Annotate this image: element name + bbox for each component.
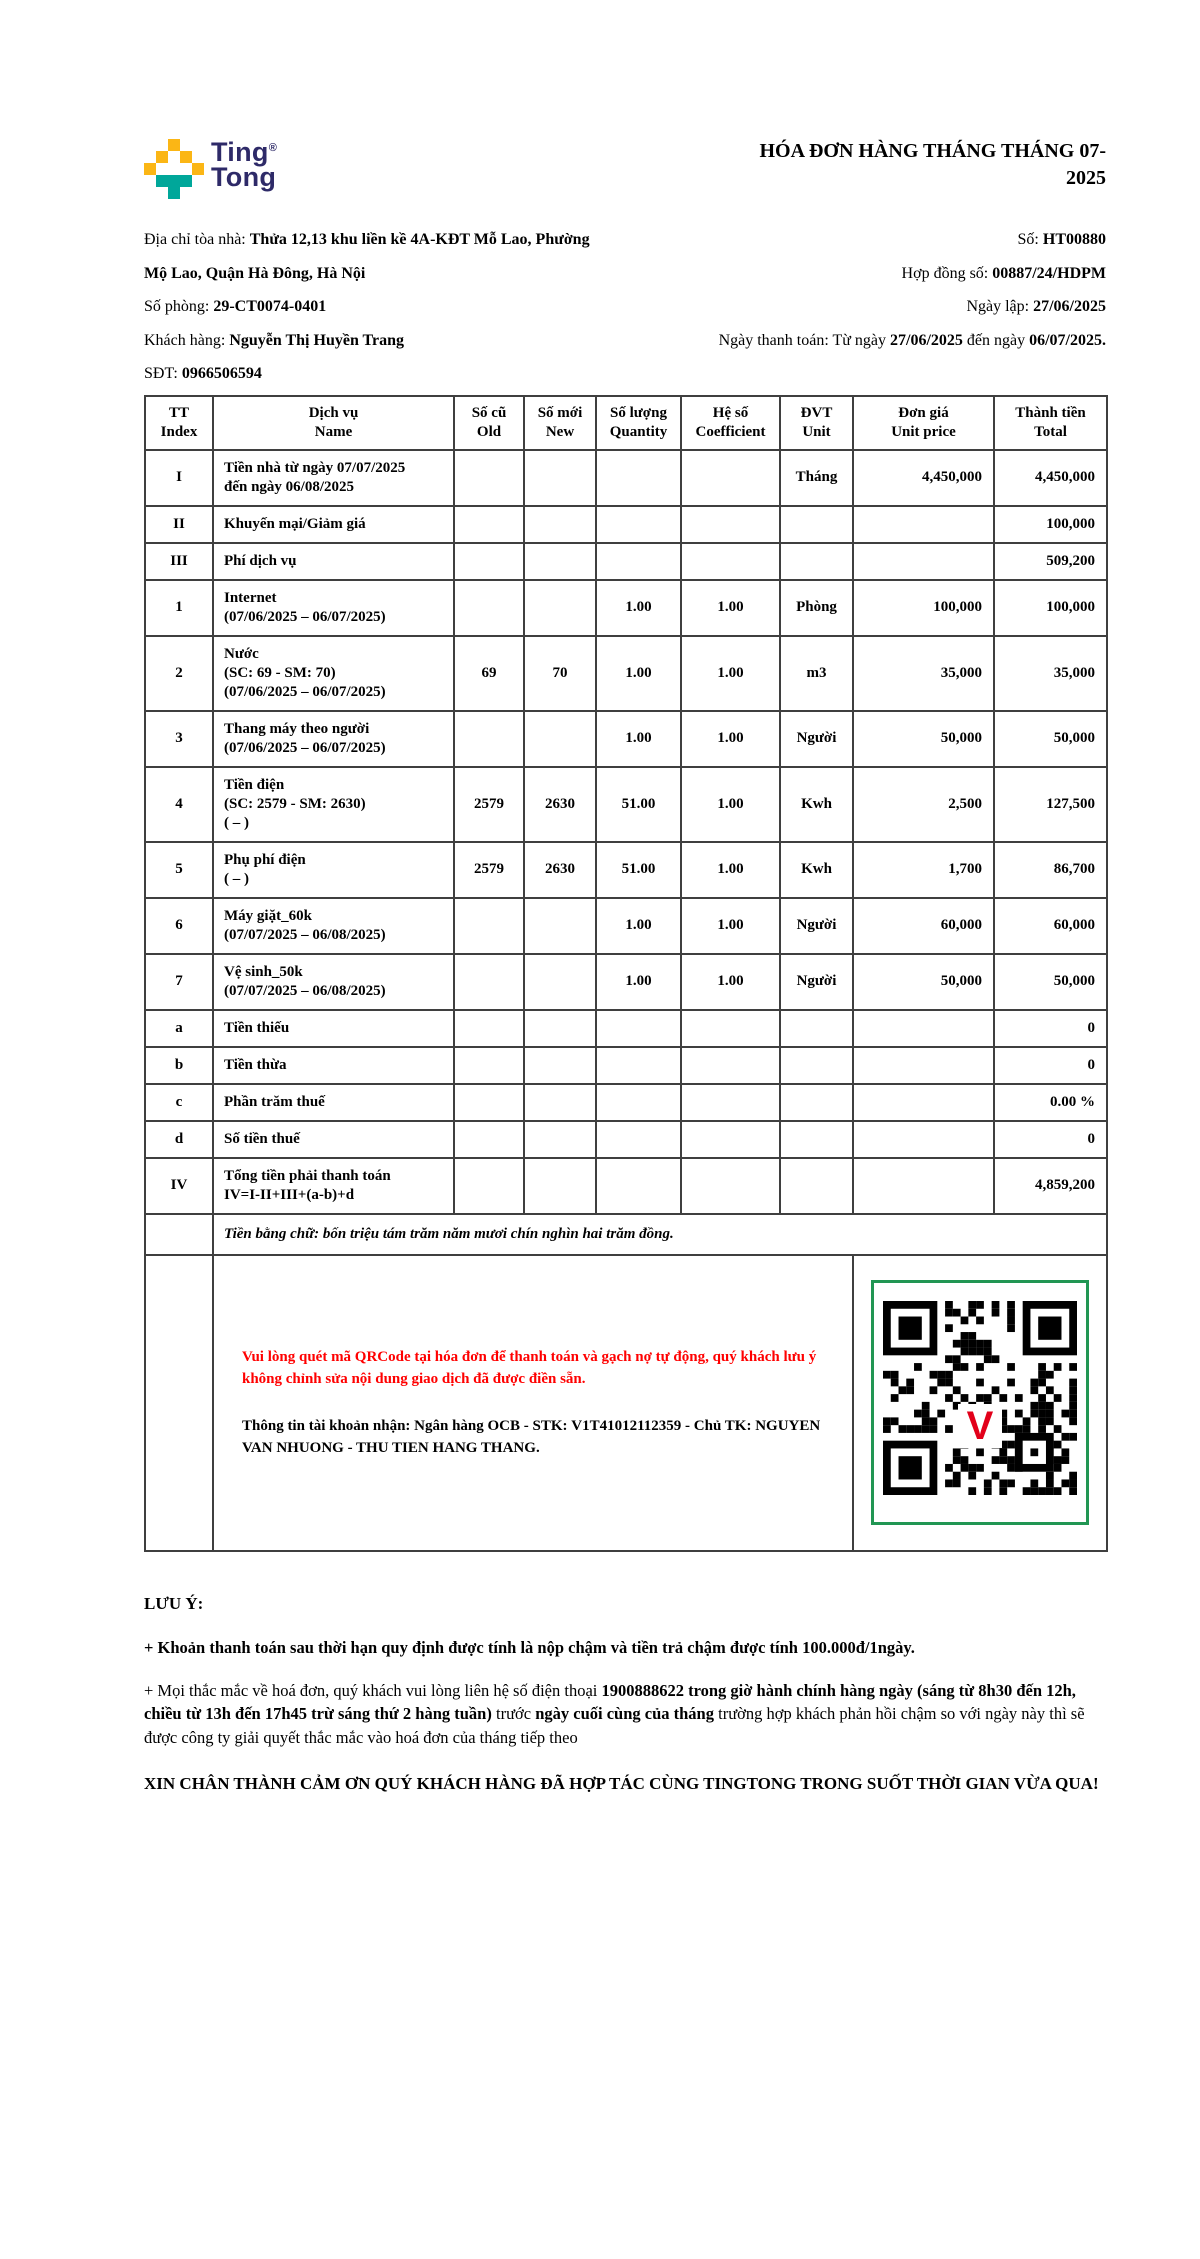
quantity-cell: [596, 543, 681, 580]
unit-cell: [780, 1158, 853, 1214]
payment-period-label: Ngày thanh toán: Từ ngày: [718, 331, 891, 349]
unit-price-cell: 4,450,000: [853, 450, 994, 506]
quantity-cell: [596, 450, 681, 506]
service-name-line: Nước: [224, 645, 259, 662]
service-name-cell: [213, 954, 454, 1010]
unit-price-cell: 1,700: [853, 842, 994, 898]
registered-mark: ®: [268, 142, 278, 154]
unit-cell: Tháng: [780, 450, 853, 506]
coefficient-cell: [681, 450, 780, 506]
service-name-cell: [213, 506, 454, 543]
invoice-meta: [144, 223, 1106, 391]
quantity-cell: 1.00: [596, 711, 681, 767]
customer-name: Nguyễn Thị Huyền Trang: [229, 331, 405, 349]
col-header-new: Số mới New: [524, 396, 596, 450]
meta-right-column: [719, 223, 1106, 391]
row-index-cell: c: [145, 1084, 213, 1121]
bank-info-prefix: Thông tin tài khoản nhận: Ngân hàng OCB - STK:: [242, 1417, 572, 1434]
contract-number-label: Hợp đồng số:: [901, 264, 993, 282]
table-row: [145, 898, 1107, 954]
quantity-cell: [596, 1010, 681, 1047]
support-note-part3: trước: [491, 1704, 536, 1723]
total-cell: 35,000: [994, 636, 1107, 711]
table-row: [145, 636, 1107, 711]
service-name-line: Tiền thừa: [224, 1056, 287, 1073]
unit-cell: Người: [780, 711, 853, 767]
col-header-total: Thành tiền Total: [994, 396, 1107, 450]
service-name-line: ( – ): [224, 814, 249, 831]
service-name-line: Internet: [224, 589, 277, 606]
invoice-title: [636, 136, 1106, 192]
coefficient-cell: 1.00: [681, 711, 780, 767]
payment-to-date: 06/07/2025.: [1029, 331, 1106, 349]
coefficient-cell: 1.00: [681, 636, 780, 711]
coefficient-cell: [681, 1121, 780, 1158]
table-row: [145, 842, 1107, 898]
qr-payment-notice: Vui lòng quét mã QRCode tại hóa đơn để thanh toán và gạch nợ tự động, quý khách lưu ý không chỉnh sửa nội dung giao dịch đã được điền sẵn.: [242, 1348, 817, 1387]
table-row: [145, 506, 1107, 543]
thank-you-message: XIN CHÂN THÀNH CẢM ƠN QUÝ KHÁCH HÀNG ĐÃ HỢP TÁC CÙNG TINGTONG TRONG SUỐT THỜI GIAN VỪA QUA!: [144, 1774, 1099, 1793]
unit-price-cell: [853, 1010, 994, 1047]
old-reading-cell: [454, 1047, 524, 1084]
row-index-cell: 7: [145, 954, 213, 1010]
room-number-line: [144, 290, 590, 324]
payment-instructions-cell: [213, 1255, 853, 1551]
old-reading-cell: [454, 1121, 524, 1158]
quantity-cell: 1.00: [596, 636, 681, 711]
service-name-line: Máy giặt_60k: [224, 907, 312, 924]
unit-cell: Kwh: [780, 767, 853, 842]
total-cell: 127,500: [994, 767, 1107, 842]
total-cell: 509,200: [994, 543, 1107, 580]
service-name-cell: [213, 543, 454, 580]
unit-cell: [780, 543, 853, 580]
invoice-table: [144, 395, 1108, 1552]
table-row: [145, 543, 1107, 580]
service-name-line: Vệ sinh_50k: [224, 963, 303, 980]
row-index-cell: IV: [145, 1158, 213, 1214]
issue-date-value: 27/06/2025: [1033, 298, 1106, 315]
qr-code: [871, 1280, 1089, 1525]
table-header: [145, 396, 1107, 450]
new-reading-cell: 2630: [524, 767, 596, 842]
bank-info-mid: - Chủ TK:: [681, 1417, 756, 1434]
unit-cell: Người: [780, 898, 853, 954]
coefficient-cell: 1.00: [681, 954, 780, 1010]
customer-label: Khách hàng:: [144, 331, 230, 349]
bank-info-suffix: .: [535, 1440, 540, 1456]
service-name-cell: [213, 711, 454, 767]
issue-date-line: [719, 290, 1106, 324]
coefficient-cell: [681, 1010, 780, 1047]
service-name-line: Khuyến mại/Giảm giá: [224, 515, 366, 532]
total-cell: 0: [994, 1047, 1107, 1084]
table-row: [145, 1010, 1107, 1047]
service-name-cell: [213, 1047, 454, 1084]
payment-from-date: 27/06/2025: [890, 331, 963, 349]
unit-price-cell: 100,000: [853, 580, 994, 636]
total-cell: 100,000: [994, 506, 1107, 543]
support-note-part5: trường hợp khách phản hồi chậm so với ngày này thì sẽ được công ty giải quyết thắc mắc vào hoá đơn của tháng tiếp theo: [144, 1704, 1085, 1747]
amount-in-words-cell: [213, 1214, 1107, 1255]
new-reading-cell: [524, 1010, 596, 1047]
unit-price-cell: [853, 1084, 994, 1121]
service-name-cell: [213, 450, 454, 506]
coefficient-cell: [681, 506, 780, 543]
header: [144, 0, 1106, 199]
old-reading-cell: [454, 1158, 524, 1214]
row-index-cell: 2: [145, 636, 213, 711]
service-name-line: (07/06/2025 – 06/07/2025): [224, 683, 386, 700]
service-name-line: (07/07/2025 – 06/08/2025): [224, 982, 386, 999]
unit-cell: [780, 1047, 853, 1084]
service-name-line: (SC: 2579 - SM: 2630): [224, 795, 366, 812]
table-row: [145, 1158, 1107, 1214]
unit-price-cell: 2,500: [853, 767, 994, 842]
coefficient-cell: [681, 1084, 780, 1121]
service-name-line: (SC: 69 - SM: 70): [224, 664, 336, 681]
tingtong-wordmark: [211, 137, 278, 192]
service-name-cell: [213, 1084, 454, 1121]
old-reading-cell: [454, 1010, 524, 1047]
new-reading-cell: [524, 543, 596, 580]
old-reading-cell: [454, 450, 524, 506]
col-header-quantity: Số lượng Quantity: [596, 396, 681, 450]
qr-payment-row: [145, 1255, 1107, 1551]
invoice-number-label: Số:: [1017, 231, 1043, 248]
table-row: [145, 1047, 1107, 1084]
table-footer-rows: [145, 1214, 1107, 1551]
table-row: [145, 1121, 1107, 1158]
building-address-value2: Mộ Lao, Quận Hà Đông, Hà Nội: [144, 264, 366, 282]
unit-price-cell: [853, 543, 994, 580]
unit-cell: Kwh: [780, 842, 853, 898]
new-reading-cell: [524, 1047, 596, 1084]
old-reading-cell: 2579: [454, 842, 524, 898]
room-number-label: Số phòng:: [144, 298, 214, 315]
coefficient-cell: [681, 543, 780, 580]
invoice-number-value: HT00880: [1042, 231, 1106, 248]
contract-number-value: 00887/24/HDPM: [992, 264, 1106, 282]
service-name-line: (07/07/2025 – 06/08/2025): [224, 926, 386, 943]
row-index-cell: 4: [145, 767, 213, 842]
new-reading-cell: [524, 1084, 596, 1121]
service-name-line: (07/06/2025 – 06/07/2025): [224, 739, 386, 756]
table-row: [145, 711, 1107, 767]
new-reading-cell: [524, 506, 596, 543]
old-reading-cell: 2579: [454, 767, 524, 842]
building-address-value: Thửa 12,13 khu liền kề 4A-KĐT Mỗ Lao, Phường: [249, 231, 590, 248]
amount-in-words-label: Tiền bằng chữ:: [224, 1225, 323, 1242]
old-reading-cell: [454, 580, 524, 636]
unit-price-cell: 50,000: [853, 954, 994, 1010]
new-reading-cell: [524, 711, 596, 767]
old-reading-cell: [454, 506, 524, 543]
qr-row-index-cell: [145, 1255, 213, 1551]
total-cell: 4,450,000: [994, 450, 1107, 506]
amount-in-words-row: [145, 1214, 1107, 1255]
building-address-label: Địa chỉ tòa nhà:: [144, 231, 250, 248]
phone-label: SĐT:: [144, 365, 182, 382]
service-name-line: Phí dịch vụ: [224, 552, 297, 569]
row-index-cell: III: [145, 543, 213, 580]
quantity-cell: [596, 1121, 681, 1158]
amount-in-words-value: bốn triệu tám trăm năm mươi chín nghìn hai trăm đồng.: [322, 1225, 674, 1242]
vietqr-logo: V: [958, 1404, 1002, 1448]
unit-price-cell: 50,000: [853, 711, 994, 767]
coefficient-cell: [681, 1047, 780, 1084]
row-index-cell: 6: [145, 898, 213, 954]
invoice-title-line1: HÓA ĐƠN HÀNG THÁNG THÁNG 07-: [759, 140, 1106, 162]
table-row: [145, 954, 1107, 1010]
old-reading-cell: [454, 543, 524, 580]
phone-line: [144, 357, 590, 391]
unit-price-cell: [853, 1047, 994, 1084]
payment-period-line: [719, 324, 1106, 358]
new-reading-cell: 2630: [524, 842, 596, 898]
new-reading-cell: [524, 954, 596, 1010]
phone-number: 0966506594: [181, 365, 262, 382]
service-name-line: Tiền điện: [224, 776, 285, 793]
service-name-cell: [213, 842, 454, 898]
col-header-coefficient: Hệ số Coefficient: [681, 396, 780, 450]
coefficient-cell: 1.00: [681, 767, 780, 842]
coefficient-cell: 1.00: [681, 842, 780, 898]
quantity-cell: [596, 1047, 681, 1084]
unit-cell: m3: [780, 636, 853, 711]
notes-heading: LƯU Ý:: [144, 1593, 204, 1613]
meta-left-column: [144, 223, 590, 391]
total-cell: 100,000: [994, 580, 1107, 636]
total-cell: 4,859,200: [994, 1158, 1107, 1214]
service-name-line: Tiền thiếu: [224, 1019, 290, 1036]
col-header-index: TT Index: [145, 396, 213, 450]
service-name-cell: [213, 1158, 454, 1214]
service-name-line: Tổng tiền phải thanh toán: [224, 1167, 391, 1184]
table-row: [145, 580, 1107, 636]
qr-code-cell: [853, 1255, 1107, 1551]
service-name-line: Thang máy theo người: [224, 720, 370, 737]
new-reading-cell: [524, 580, 596, 636]
bank-account-number: V1T41012112359: [571, 1417, 682, 1434]
support-contact-note: [144, 1679, 1106, 1750]
deadline-emphasis: ngày cuối cùng của tháng: [535, 1704, 714, 1723]
total-cell: 86,700: [994, 842, 1107, 898]
brand-word-tong: Tong: [211, 162, 277, 192]
customer-line: [144, 324, 590, 358]
invoice-title-line2: 2025: [1066, 167, 1106, 189]
payment-period-mid: đến ngày: [962, 331, 1030, 349]
service-name-line: Phần trăm thuế: [224, 1093, 325, 1110]
coefficient-cell: 1.00: [681, 580, 780, 636]
contract-number-line: [719, 257, 1106, 291]
tingtong-logo: [144, 136, 277, 199]
row-index-cell: I: [145, 450, 213, 506]
old-reading-cell: [454, 711, 524, 767]
total-cell: 0: [994, 1010, 1107, 1047]
new-reading-cell: 70: [524, 636, 596, 711]
quantity-cell: 1.00: [596, 898, 681, 954]
table-row: [145, 767, 1107, 842]
bank-account-info: [242, 1415, 824, 1460]
old-reading-cell: [454, 898, 524, 954]
support-note-part1: + Mọi thắc mắc về hoá đơn, quý khách vui lòng liên hệ số điện thoại: [144, 1680, 602, 1700]
service-name-line: ( – ): [224, 870, 249, 887]
col-header-unit-price: Đơn giá Unit price: [853, 396, 994, 450]
unit-cell: [780, 506, 853, 543]
unit-cell: [780, 1084, 853, 1121]
unit-cell: Phòng: [780, 580, 853, 636]
quantity-cell: 1.00: [596, 580, 681, 636]
hotline-number: 1900888622 trong giờ hành chính hàng ngày (sáng từ 8h30 đến 12h, chiều từ 13h đến 17h45 trừ sáng thứ 2 hàng tuần): [144, 1680, 1076, 1723]
brand-word-ting: Ting: [211, 137, 269, 167]
unit-price-cell: 35,000: [853, 636, 994, 711]
service-name-line: Số tiền thuế: [224, 1130, 300, 1147]
old-reading-cell: 69: [454, 636, 524, 711]
unit-cell: Người: [780, 954, 853, 1010]
building-address-line1: [144, 223, 590, 257]
col-header-name: Dịch vụ Name: [213, 396, 454, 450]
service-name-cell: [213, 898, 454, 954]
old-reading-cell: [454, 954, 524, 1010]
room-number-value: 29-CT0074-0401: [213, 298, 327, 315]
quantity-cell: [596, 506, 681, 543]
service-name-cell: [213, 767, 454, 842]
new-reading-cell: [524, 1158, 596, 1214]
service-rows: [145, 450, 1107, 1214]
total-cell: 60,000: [994, 898, 1107, 954]
unit-price-cell: [853, 506, 994, 543]
service-name-cell: [213, 636, 454, 711]
table-row: [145, 1084, 1107, 1121]
quantity-cell: [596, 1084, 681, 1121]
row-index-cell: II: [145, 506, 213, 543]
service-name-line: đến ngày 06/08/2025: [224, 478, 355, 495]
total-cell: 50,000: [994, 711, 1107, 767]
tingtong-logo-icon: [144, 139, 204, 199]
quantity-cell: 51.00: [596, 767, 681, 842]
unit-price-cell: [853, 1121, 994, 1158]
qr-code-pattern: [883, 1301, 1077, 1495]
coefficient-cell: [681, 1158, 780, 1214]
building-address-line2: [144, 257, 590, 291]
issue-date-label: Ngày lập:: [966, 298, 1034, 315]
row-index-cell: 1: [145, 580, 213, 636]
total-cell: 0: [994, 1121, 1107, 1158]
total-cell: 0.00 %: [994, 1084, 1107, 1121]
invoice-number-line: [719, 223, 1106, 257]
unit-price-cell: [853, 1158, 994, 1214]
quantity-cell: [596, 1158, 681, 1214]
unit-cell: [780, 1121, 853, 1158]
amount-in-words-index-cell: [145, 1214, 213, 1255]
footer-notes: [144, 1594, 1106, 1797]
service-name-cell: [213, 1121, 454, 1158]
new-reading-cell: [524, 898, 596, 954]
bank-account-holder: NGUYEN VAN NHUONG - THU TIEN HANG THANG: [242, 1417, 821, 1456]
service-name-cell: [213, 1010, 454, 1047]
row-index-cell: d: [145, 1121, 213, 1158]
unit-price-cell: 60,000: [853, 898, 994, 954]
row-index-cell: 3: [145, 711, 213, 767]
col-header-old: Số cũ Old: [454, 396, 524, 450]
service-name-line: (07/06/2025 – 06/07/2025): [224, 608, 386, 625]
invoice-page: [144, 0, 1106, 1796]
quantity-cell: 1.00: [596, 954, 681, 1010]
col-header-unit: ĐVT Unit: [780, 396, 853, 450]
total-cell: 50,000: [994, 954, 1107, 1010]
service-name-cell: [213, 580, 454, 636]
row-index-cell: 5: [145, 842, 213, 898]
old-reading-cell: [454, 1084, 524, 1121]
row-index-cell: a: [145, 1010, 213, 1047]
late-payment-note: + Khoản thanh toán sau thời hạn quy định được tính là nộp chậm và tiền trả chậm được tính 100.000đ/1ngày.: [144, 1637, 915, 1657]
new-reading-cell: [524, 1121, 596, 1158]
new-reading-cell: [524, 450, 596, 506]
table-row: [145, 450, 1107, 506]
service-name-line: Tiền nhà từ ngày 07/07/2025: [224, 459, 406, 476]
unit-cell: [780, 1010, 853, 1047]
row-index-cell: b: [145, 1047, 213, 1084]
quantity-cell: 51.00: [596, 842, 681, 898]
service-name-line: Phụ phí điện: [224, 851, 306, 868]
coefficient-cell: 1.00: [681, 898, 780, 954]
service-name-line: IV=I-II+III+(a-b)+d: [224, 1186, 355, 1203]
